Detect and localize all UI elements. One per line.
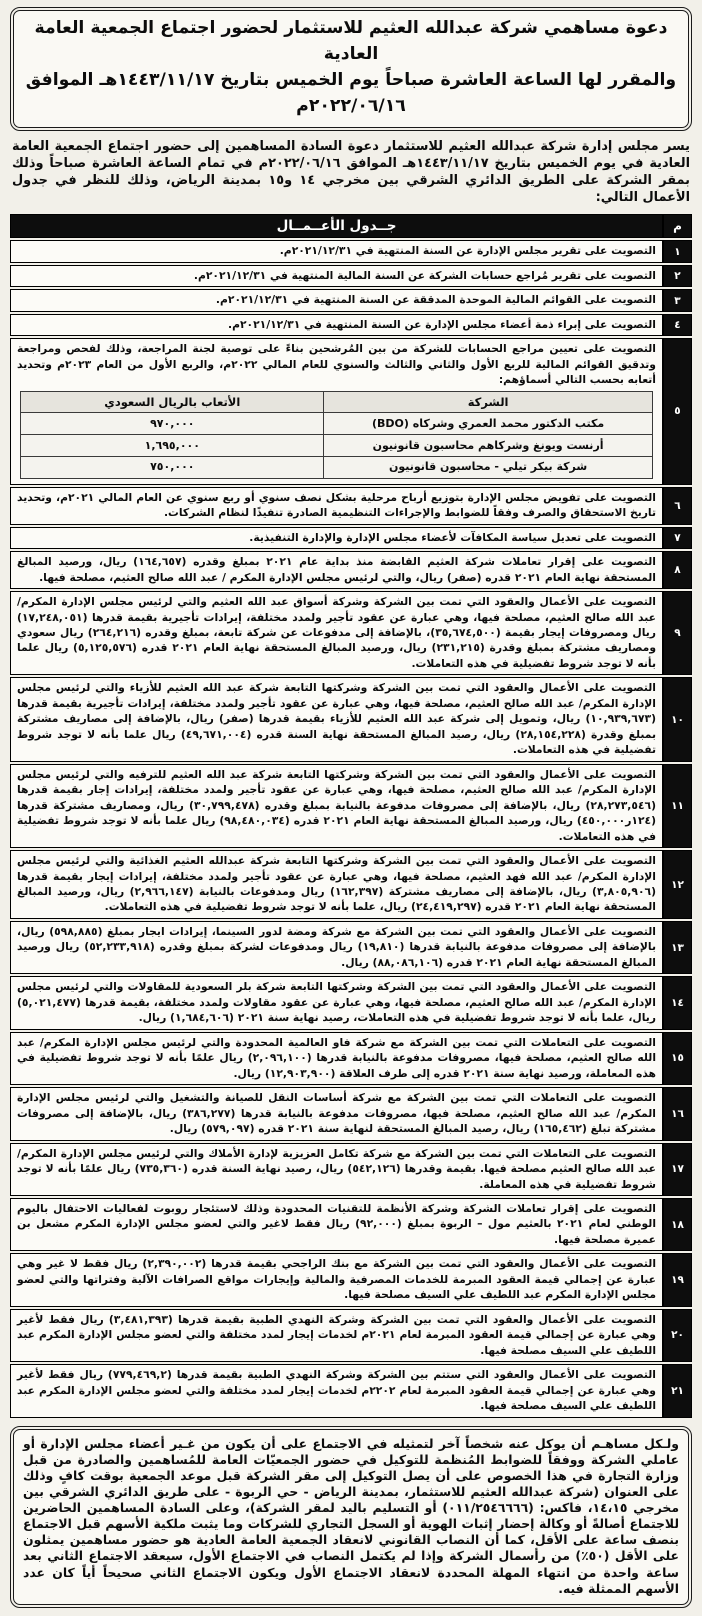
agenda-row-number: ١٩: [663, 1253, 692, 1306]
agenda-row-number: ١٥: [663, 1032, 692, 1085]
agenda-items-column-header: جــدول الأعــمــال: [10, 214, 663, 238]
agenda-row-cell: [10, 1087, 663, 1140]
agenda-row-cell: [10, 1253, 663, 1306]
agenda-row-number: ١٢: [663, 850, 692, 919]
agenda-row-number: ٤: [663, 314, 692, 336]
auditors-company-header: الشركة: [324, 391, 652, 413]
agenda-row-text: التصويت على التعاملات التي تمت بين الشركة مع شركة فاو العالمية المحدودة والتي لرئيس مجلس الإدارة المكرم/ عبد الله صالح العثيم، مصلحة فيها، مصروفات مدفوعة بالنيابة قدرها (٢,٠٩٦,١٠٠) ريال علمًا بأنه لا توجد شروط تفضيلية في هذه المعاملة، ورصيد نهاية سنة ٢٠٢١ قدره إلى طرف العلاقة (١٢,٩٠٣,٩٠٠) ريال.: [17, 1035, 657, 1080]
agenda-row-number: ١٦: [663, 1087, 692, 1140]
agenda-row-text: التصويت على الأعمال والعقود التي ستتم بين الشركة وشركة النهدي الطبية بقيمة قدرها (٧٧٩,٤٦٩,٢) ريال فقط لأغير وهي عبارة عن إجمالي قيمة العقود المبرمة لعام ٢٢٠٢م لخدمات إيجار لمدد مختلفة والتي لعضو مجلس الإدارة المكرم عبد اللطيف علي السيف مصلحة فيها.: [17, 1368, 656, 1413]
agenda-row-number: ٣: [663, 289, 692, 311]
auditors-fees-header: الأتعاب بالريال السعودي: [21, 391, 324, 413]
agenda-row: [10, 314, 692, 336]
agenda-row-text: التصويت على تعديل سياسة المكافآت لأعضاء مجلس الإدارة والإدارة التنفيذية.: [249, 530, 656, 544]
agenda-row-number: ١٤: [663, 976, 692, 1029]
agenda-row-number: ٥: [663, 338, 692, 484]
agenda-row-text: التصويت على الأعمال والعقود التي تمت بين الشركة مع شركة ومضة لدور السينما، إيرادات ايجار بمبلغ (٥٩٨,٨٨٥) ريال، بالإضافة إلى مصروفات مدفوعة بالنيابة قدرها (١٩,٨١٠) ريال ومدفوعات لشركة بمبلغ وقدره (٥٢,٢٣٣,٩١٨) ريال ورصيد المبالغ المستحقة نهاية العام ٢٠٢١ قدره (٨٨,٠٨٦,١٠٦) ريال.: [17, 924, 656, 969]
agenda-row-number: ١٠: [663, 677, 692, 761]
agenda-row-text: التصويت على إقرار تعاملات الشركة وشركة الأنظمة للتقنيات المحدودة وذلك لاستئجار روبوت لفعاليات الاحتفال باليوم الوطني لعام ٢٠٢١ بالعثيم مول – الربوة بمبلغ (٩٢,٠٠٠) ريال فقط لاغير والتي لعضو مجلس الإدارة المكرم مشعل بن عميرة مصلحة فيها.: [17, 1201, 657, 1246]
agenda-row-cell: [10, 527, 663, 549]
agenda-row-text: التصويت على القوائم المالية الموحدة المدققة عن السنة المنتهية في ٢٠٢١/١٢/٣١م.: [215, 293, 656, 307]
auditor-company-name: مكتب الدكتور محمد العمري وشركاه (BDO): [324, 413, 652, 435]
agenda-row-cell: [10, 850, 663, 919]
agenda-number-column-header: م: [663, 214, 692, 238]
agenda-row: [10, 591, 692, 675]
agenda-row-cell: [10, 677, 663, 761]
agenda-row-text: التصويت على الأعمال والعقود التي تمت بين الشركة وشركتها التابعة شركة عبد الله العثيم للترفيه والتي لرئيس مجلس الإدارة المكرم/ عبد الله صالح العثيم، مصلحة فيها، وهي عبارة عن عقود تأجير ولمدد مختلفة، إيرادات إجار بقيمة قدرها (٢٨,٢٧٣,٥٤٦) ريال، بالإضافة إلى مصروفات مدفوعة بالنيابة بمبلغ وقدره (٣٠,٧٩٩,٤٧٨) ريال، ومصاريف مشتركة قدرها (١٢٤ر٤٥٠,٠٠٠) ريال، ورصيد المبالغ المستحقة نهاية العام ٢٠٢١ قدره (٩٨,٤٨٠,٠٣٤) ريال علما بأنه لا توجد شروط تفضيلية في هذه التعاملات.: [17, 767, 657, 843]
title-line-2: والمقرر لها الساعة العاشرة صباحاً يوم الخميس بتاريخ ١٤٤٣/١١/١٧هـ الموافق ٢٠٢٢/٠٦/١٦م: [25, 69, 677, 116]
agenda-row-text: التصويت على تعيين مراجع الحسابات للشركة من بين المُرشحين بناءً على توصية لجنة المراجعة، وذلك لفحص ومراجعة وتدقيق القوائم المالية للربع الأول والثاني والثالث والسنوي للعام المالي ٢٠٢٢م، والربع الأول من العام ٢٠٢٣م وتحديد أتعابه بحسب التالي أسماؤهم:: [17, 342, 656, 387]
agenda-row-cell: [10, 1309, 663, 1362]
agenda-table: [10, 212, 692, 1419]
agenda-row-cell: [10, 764, 663, 848]
agenda-row-cell: [10, 1198, 663, 1251]
auditor-company-name: أرنست ويونغ وشركاهم محاسبون قانونيون: [324, 435, 652, 457]
agenda-row-cell: [10, 1032, 663, 1085]
agenda-row-text: التصويت على الأعمال والعقود التي تمت بين الشركة مع بنك الراجحي بقيمة قدرها (٢,٣٩٠,٠٠٢) ريال فقط لا غير وهي عبارة عن إجمالي قيمة العقود المبرمة للخدمات المصرفية والمالية وإيجارات مواقع الصرافات الآلية وفتراتها والتي لعضو مجلس الإدارة المكرم عبد اللطيف علي السيف مصلحة فيها.: [17, 1257, 657, 1302]
auditors-fees-header-row: [21, 391, 653, 413]
agenda-row-cell: [10, 487, 663, 525]
agenda-row: [10, 1364, 692, 1417]
agenda-row-text: التصويت على الأعمال والعقود التي تمت بين الشركة وشركة النهدي الطبية بقيمة قدرها (٣,٤٨١,٣٩٣) ريال فقط لأغير وهي عبارة عن إجمالي قيمة العقود المبرمة لعام ٢٠٢١م لخدمات إيجار لمدد مختلفة والتي لعضو مجلس الإدارة المكرم عبد اللطيف علي السيف مصلحة فيها.: [17, 1312, 656, 1357]
agenda-row-cell: [10, 240, 663, 262]
agenda-row: [10, 265, 692, 287]
agenda-row-text: التصويت على الأعمال والعقود التي تمت بين الشركة وشركة أسواق عبد الله العثيم والتي لرئيس مجلس الإدارة المكرم/ عبد الله صالح العثيم، مصلحة فيها، وهي عبارة عن عقود تأجير ولمدد مختلفة، إيرادات تأجيرية بقيمة قدرها (١٧,٢٤٨,٠٥١) ريال ومصروفات إيجار بقيمة (٣٥,٦٧٤,٥٠٠)، بالإضافة إلى مدفوعات عن شركة تابعة، بمبلغ وقدره (٢٦٤,٢١٦) ريال سعودي ومصاريف مشتركة بمبلغ وقدرة (٢٣١,٢١٥) ريال، ورصيد المبالغ المستحقة نهاية العام ٢٠٢١ قدره (٥,١٢٥,٥٧٦) ريال علما بأنه لا توجد شروط تفضيلية في هذه التعاملات.: [17, 595, 657, 670]
agenda-row: [10, 527, 692, 549]
title-line-1: دعوة مساهمي شركة عبدالله العثيم للاستثمار لحضور اجتماع الجمعية العامة العادية: [34, 18, 668, 64]
auditors-fees-table: [20, 391, 653, 479]
agenda-row-number: ٢٠: [663, 1309, 692, 1362]
agenda-row: [10, 921, 692, 974]
agenda-table-body: [10, 240, 692, 1417]
agenda-row-number: ٨: [663, 551, 692, 589]
auditor-fee-amount: ١,٦٩٥,٠٠٠: [21, 435, 324, 457]
agenda-row-text: التصويت على التعاملات التي تمت بين الشركة مع شركة أساسات النقل للصيانة والتشغيل والتي لرئيس مجلس الإدارة المكرم/ عبد الله صالح العثيم، مصلحة فيها، مصروفات مدفوعة بالنيابة قدرها (٣٨٦,٢٧٧) ريال، بالإضافة إلى مصروفات مشتركة تبلغ (١٦٥,٤٦٢) ريال، رصيد المبالغ المستحقة لنهاية سنة ٢٠٢١ قدره (٥٧٩,٠٩٧) ريال.: [17, 1091, 656, 1136]
agenda-row-text: التصويت على إقرار تعاملات شركة العثيم القابضة منذ بداية عام ٢٠٢١ بمبلغ وقدره (١٦٤,٦٥٧) ريال، ورصيد المبالغ المستحقة نهاية العام ٢٠٢١ قدره (صفر) ريال، والتي لرئيس مجلس الإدارة المكرم / عبد الله صالح العثيم، مصلحة فيها.: [17, 555, 656, 584]
agenda-row-cell: [10, 314, 663, 336]
auditors-fees-row: [21, 435, 653, 457]
agenda-row-number: ٢: [663, 265, 692, 287]
agenda-row: [10, 976, 692, 1029]
agenda-row-cell: [10, 338, 663, 484]
agenda-row: [10, 289, 692, 311]
agenda-row: [10, 338, 692, 484]
agenda-row-cell: [10, 551, 663, 589]
agenda-row: [10, 240, 692, 262]
agenda-row: [10, 1309, 692, 1362]
agenda-row-cell: [10, 591, 663, 675]
agenda-row-text: التصويت على تقرير مجلس الإدارة عن السنة المنتهية في ٢٠٢١/١٢/٣١م.: [279, 244, 656, 258]
proxy-instructions-text: ولـكل مساهـم أن يوكل عنه شخصاً آخر لتمثيله في الاجتماع على أن يكون من غـير أعضاء مجلس الإدارة أو عاملي الشركة ووفقاً للضوابط المُنظمة للتوكيل في حضور الجمعيّات العامة للمُساهمين والصادرة من قبل وزارة التجارة في هذا الخصوص على أن يصل التوكيل إلى مقر الشركة قبل موعد الجمعية بوقت كافٍ وذلك على العنوان (شركة عبدالله العثيم للاستثمار، بمدينة الرياض - حي الربوة - على طريق الدائري الشرقي بين مخرجي ١٤،١٥، فاكس: (٠١١/٢٥٤٦٦٦٦) أو التسليم باليد لمقر الشركة)، وعلى السادة المساهمين الحاضرين للاجتماع أصالةً أو وكالة إحضار إثبات الهوية أو السجل التجاري للشركات وما يثبت ملكية الأسهم قبل الاجتماع بنصف ساعة على الأقل، كما أن النصاب القانوني لانعقاد الجمعية العامة العادية هو حضور مساهمين يمثلون على الأقل (٥٠٪) من رأسمال الشركة وإذا لم يكتمل النصاب في الاجتماع الأول، سيعقد الاجتماع الثاني بعد ساعة واحدة من انتهاء المهلة المحددة لانعقاد الاجتماع الأول ويكون الاجتماع الثاني صحيحاً أياً كان عدد الأسهم الممثلة فيه.: [23, 1435, 679, 1596]
announcement-title-box: [13, 10, 689, 128]
agenda-row-text: التصويت على الأعمال والعقود التي تمت بين الشركة وشركتها التابعة شركة عبدالله العثيم الغذائية والتي لرئيس مجلس الإدارة المكرم/ عبد الله فهد العثيم، مصلحة فيها، وهي عبارة عن عقود تأجير ولمدد مختلفة، إيرادات إيجار بقيمة قدرها (٣,٨٠٥,٩٠٦) ريال، بالإضافة إلى مصاريف مشتركة (١٦٢,٣٩٧) ريال ومدفوعات بالنيابة (٢,٩٦٦,١٤٧) ريال، ورصيد المبالغ المستحقة نهاية العام ٢٠٢١ قدره (٢٤,٤١٩,٢٩٧) ريال، علما بأنه لا توجد شروط تفضيلية في هذه التعاملات.: [17, 854, 656, 914]
agenda-row-text: التصويت على الأعمال والعقود التي تمت بين الشركة وشركتها التابعة شركة عبد الله العثيم للأزياء والتي لرئيس مجلس الإدارة المكرم/ عبد الله صالح العثيم، مصلحة فيها، وهي عبارة عن عقود تأجير ولمدد مختلفة، إيرادات تأجيرية بقيمة قدرها (١٠,٩٣٩,٦٧٣) ريال، وتمويل إلى شركة عبد الله العثيم للأزياء بقيمة قدرها (صفر) ريال، بالإضافة إلى مصاريف مشتركة بمبلغ وقدرة (٢٨,١٥٤,٢٢٨) ريال، رصيد المبالغ المستحقة نهاية السنة قدره (٤٩,٦٧١,٠٠٤) ريال علما بأنه لا توجد شروط تفضيلية في هذه التعاملات.: [17, 681, 657, 757]
agenda-row-number: ٩: [663, 591, 692, 675]
agenda-row-number: ١: [663, 240, 692, 262]
agenda-row: [10, 1198, 692, 1251]
proxy-instructions-box: [13, 1429, 689, 1605]
agenda-row: [10, 551, 692, 589]
agenda-row: [10, 1032, 692, 1085]
agenda-row-cell: [10, 1364, 663, 1417]
auditors-fees-row: [21, 456, 653, 478]
intro-paragraph: يسر مجلس إدارة شركة عبدالله العثيم للاستثمار دعوة السادة المساهمين إلى حضور اجتماع الجمعية العامة العادية في يوم الخميس بتاريخ ١٤٤٣/١١/١٧هـ الموافق ٢٠٢٢/٠٦/١٦م في تمام الساعة العاشرة صباحاً وذلك بمقر الشركة على الطريق الدائري الشرقي بين مخرجي ١٤ و١٥ بمدينة الرياض، وذلك للنظر في جدول الأعمال التالي:: [12, 138, 691, 206]
agenda-row: [10, 1087, 692, 1140]
agenda-row-cell: [10, 976, 663, 1029]
agenda-row-text: التصويت على الأعمال والعقود التي تمت بين الشركة وشركتها التابعة شركة بلر السعودية للمقاولات والتي لرئيس مجلس الإدارة المكرم/ عبد الله صالح العثيم، مصلحة فيها، وهي عبارة عن عقود مقاولات ولمدد مختلفة، بقيمة قدرها (٥,٠٢١,٤٧٧) ريال، علما بأنه لا توجد شروط تفضيلية في هذه التعاملات، رصيد نهاية سنة ٢٠٢١ (١,٦٨٤,٦٠٦) ريال.: [17, 980, 656, 1025]
agenda-row-number: ٢١: [663, 1364, 692, 1417]
agenda-row-cell: [10, 265, 663, 287]
agenda-row-number: ٦: [663, 487, 692, 525]
auditor-fee-amount: ٩٧٠,٠٠٠: [21, 413, 324, 435]
agenda-row-text: التصويت على التعاملات التي تمت بين الشركة مع شركة تكامل العزيزية لإدارة الأملاك والتي لرئيس مجلس الإدارة المكرم/ عبد الله صالح العثيم مصلحة فيها. بقيمة وقدرها (٥٤٢,١٢٦) ريال، رصيد نهاية السنة قدره (٧٣٥,٣٦٠) ريال علمًا بأنه لا توجد شروط تفضيلية في هذه المعاملة.: [17, 1146, 656, 1191]
agenda-row: [10, 764, 692, 848]
agenda-row: [10, 1143, 692, 1196]
agenda-row-number: ١١: [663, 764, 692, 848]
agenda-row-cell: [10, 1143, 663, 1196]
agenda-row: [10, 487, 692, 525]
agenda-row-number: ١٨: [663, 1198, 692, 1251]
agenda-row-number: ١٣: [663, 921, 692, 974]
agenda-row: [10, 677, 692, 761]
agenda-row: [10, 850, 692, 919]
agenda-row-text: التصويت على تقرير مُراجع حسابات الشركة عن السنة المالية المنتهية في ٢٠٢١/١٢/٣١م.: [193, 268, 656, 282]
auditor-company-name: شركة بيكر تيلي - محاسبون قانونيون: [324, 456, 652, 478]
agenda-row-number: ١٧: [663, 1143, 692, 1196]
auditor-fee-amount: ٧٥٠,٠٠٠: [21, 456, 324, 478]
agenda-row-cell: [10, 289, 663, 311]
agenda-row-text: التصويت على تفويض مجلس الإدارة بتوزيع أرباح مرحلية بشكل نصف سنوي أو ربع سنوي عن العام المالي ٢٠٢١م، وتحديد تاريخ الاستحقاق والصرف وفقاً للضوابط والإجراءات التنظيمية الصادرة تنفيذًا لنظام الشركات.: [17, 490, 656, 520]
agenda-row-text: التصويت على إبراء ذمة أعضاء مجلس الإدارة عن السنة المنتهية في ٢٠٢١/١٢/٣١م.: [227, 317, 656, 331]
agenda-row-number: ٧: [663, 527, 692, 549]
agenda-row-cell: [10, 921, 663, 974]
agenda-table-header: [10, 214, 692, 238]
auditors-fees-row: [21, 413, 653, 435]
agenda-row: [10, 1253, 692, 1306]
